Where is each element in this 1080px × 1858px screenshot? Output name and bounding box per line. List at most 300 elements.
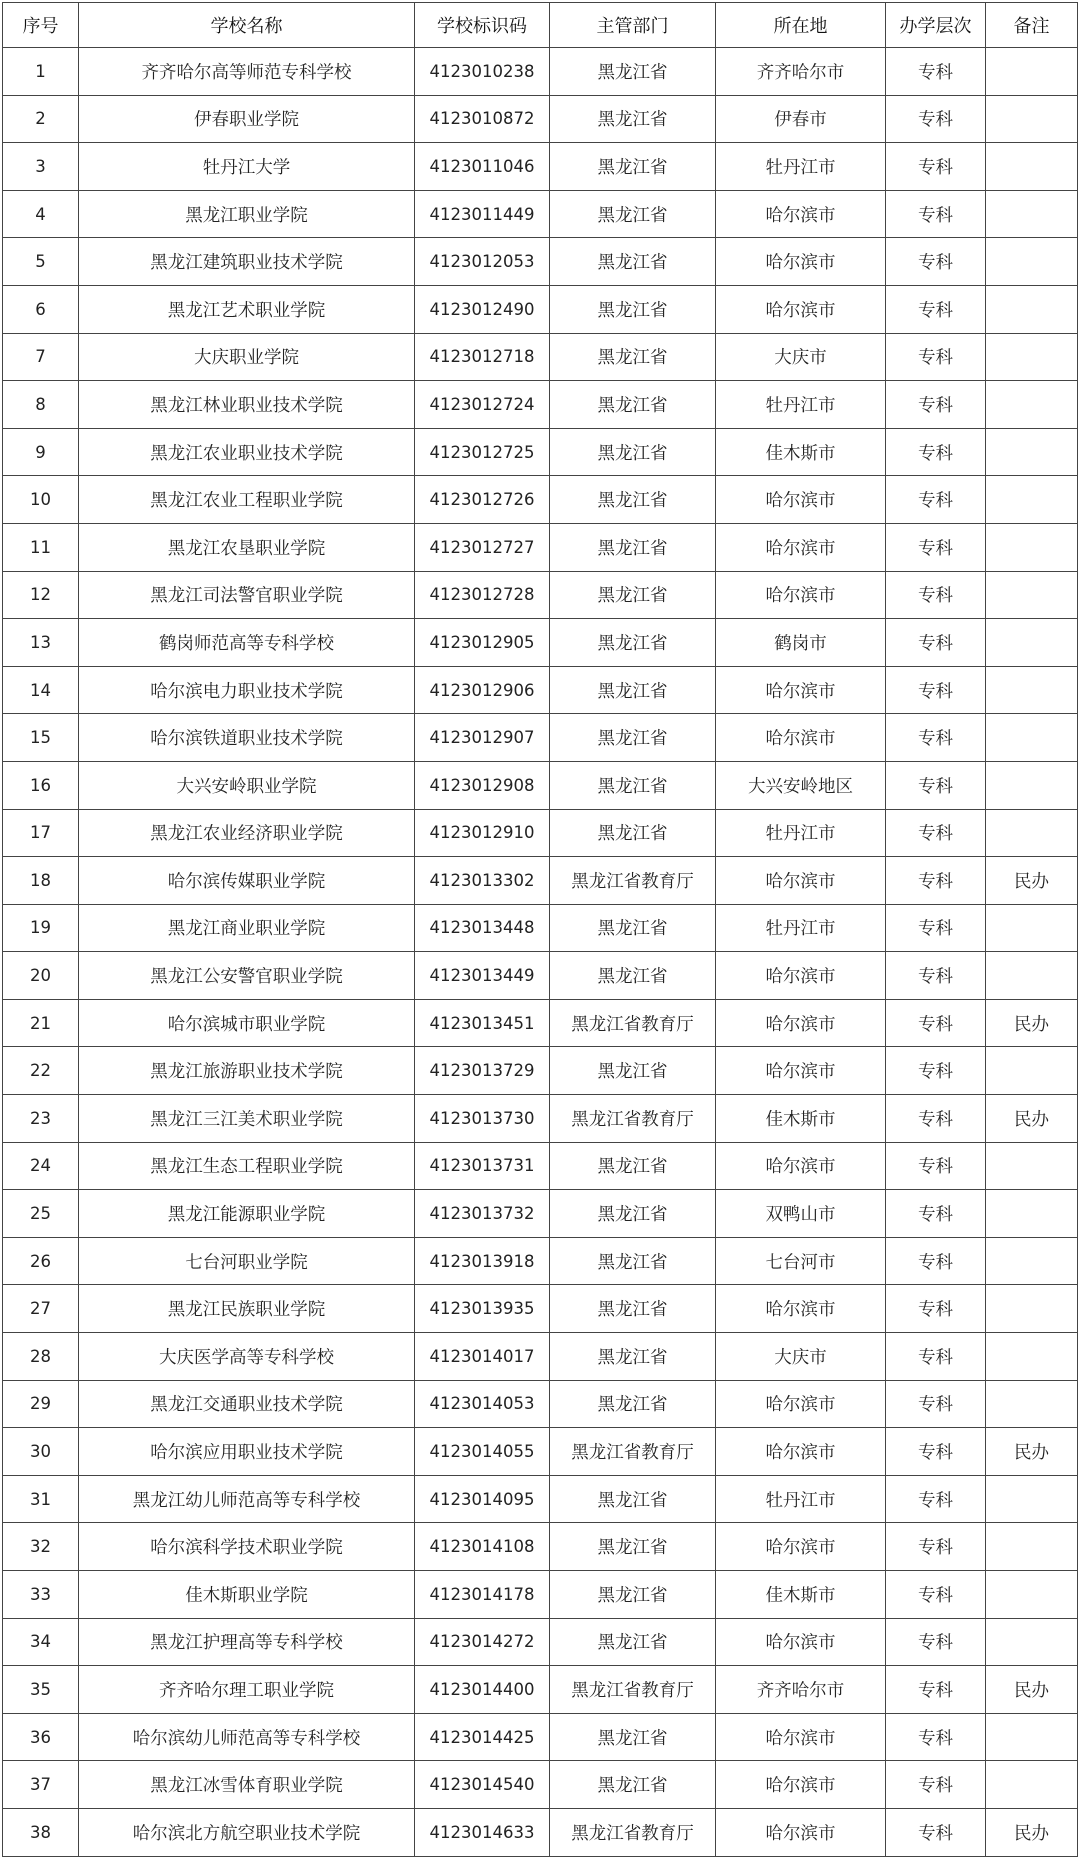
cell-school-code: 4123014053	[415, 1380, 550, 1428]
cell-department: 黑龙江省	[550, 904, 716, 952]
cell-school-code: 4123013935	[415, 1285, 550, 1333]
cell-level: 专科	[886, 523, 986, 571]
cell-department: 黑龙江省	[550, 571, 716, 619]
cell-index: 11	[3, 523, 79, 571]
table-row	[3, 571, 1078, 619]
cell-school-code: 4123013449	[415, 952, 550, 1000]
cell-school-name: 黑龙江三江美术职业学院	[79, 1095, 415, 1143]
cell-department: 黑龙江省	[550, 761, 716, 809]
cell-location: 佳木斯市	[716, 428, 886, 476]
cell-school-code: 4123012910	[415, 809, 550, 857]
cell-department: 黑龙江省	[550, 619, 716, 667]
cell-location: 哈尔滨市	[716, 523, 886, 571]
cell-remarks	[986, 1475, 1078, 1523]
cell-department: 黑龙江省	[550, 523, 716, 571]
table-row	[3, 523, 1078, 571]
cell-location: 佳木斯市	[716, 1095, 886, 1143]
cell-level: 专科	[886, 1761, 986, 1809]
cell-location: 牡丹江市	[716, 904, 886, 952]
cell-school-code: 4123013918	[415, 1237, 550, 1285]
cell-index: 23	[3, 1095, 79, 1143]
cell-level: 专科	[886, 571, 986, 619]
cell-school-name: 伊春职业学院	[79, 95, 415, 143]
cell-school-name: 黑龙江林业职业技术学院	[79, 381, 415, 429]
table-row	[3, 1808, 1078, 1856]
cell-school-name: 大兴安岭职业学院	[79, 761, 415, 809]
cell-department: 黑龙江省	[550, 381, 716, 429]
cell-school-name: 牡丹江大学	[79, 143, 415, 191]
cell-level: 专科	[886, 1190, 986, 1238]
cell-remarks	[986, 1380, 1078, 1428]
cell-remarks	[986, 619, 1078, 667]
cell-remarks	[986, 952, 1078, 1000]
cell-level: 专科	[886, 1666, 986, 1714]
cell-department: 黑龙江省教育厅	[550, 999, 716, 1047]
cell-index: 31	[3, 1475, 79, 1523]
table-row	[3, 1761, 1078, 1809]
cell-index: 7	[3, 333, 79, 381]
cell-school-name: 黑龙江职业学院	[79, 190, 415, 238]
cell-level: 专科	[886, 1571, 986, 1619]
cell-school-name: 鹤岗师范高等专科学校	[79, 619, 415, 667]
cell-remarks	[986, 571, 1078, 619]
table-row	[3, 1618, 1078, 1666]
cell-level: 专科	[886, 761, 986, 809]
cell-level: 专科	[886, 1808, 986, 1856]
cell-school-code: 4123012053	[415, 238, 550, 286]
cell-school-name: 大庆医学高等专科学校	[79, 1333, 415, 1381]
cell-school-name: 黑龙江农垦职业学院	[79, 523, 415, 571]
cell-department: 黑龙江省	[550, 1190, 716, 1238]
cell-remarks	[986, 1333, 1078, 1381]
cell-school-name: 黑龙江公安警官职业学院	[79, 952, 415, 1000]
cell-department: 黑龙江省	[550, 1237, 716, 1285]
cell-index: 28	[3, 1333, 79, 1381]
cell-department: 黑龙江省	[550, 1285, 716, 1333]
cell-remarks	[986, 1713, 1078, 1761]
cell-remarks	[986, 1237, 1078, 1285]
cell-remarks	[986, 761, 1078, 809]
cell-department: 黑龙江省	[550, 1571, 716, 1619]
cell-level: 专科	[886, 904, 986, 952]
cell-department: 黑龙江省	[550, 1333, 716, 1381]
table-row	[3, 1047, 1078, 1095]
table-row	[3, 1523, 1078, 1571]
schools-table	[2, 2, 1078, 1857]
cell-remarks: 民办	[986, 1428, 1078, 1476]
cell-school-code: 4123014633	[415, 1808, 550, 1856]
cell-index: 8	[3, 381, 79, 429]
cell-index: 22	[3, 1047, 79, 1095]
cell-school-name: 哈尔滨北方航空职业技术学院	[79, 1808, 415, 1856]
cell-level: 专科	[886, 619, 986, 667]
table-row	[3, 143, 1078, 191]
cell-remarks	[986, 666, 1078, 714]
cell-department: 黑龙江省	[550, 1475, 716, 1523]
cell-school-name: 黑龙江司法警官职业学院	[79, 571, 415, 619]
cell-location: 伊春市	[716, 95, 886, 143]
cell-level: 专科	[886, 1142, 986, 1190]
cell-remarks	[986, 809, 1078, 857]
cell-department: 黑龙江省	[550, 190, 716, 238]
cell-location: 牡丹江市	[716, 809, 886, 857]
cell-level: 专科	[886, 1713, 986, 1761]
table-row	[3, 1190, 1078, 1238]
cell-index: 26	[3, 1237, 79, 1285]
cell-index: 6	[3, 285, 79, 333]
cell-level: 专科	[886, 1237, 986, 1285]
cell-remarks	[986, 476, 1078, 524]
cell-remarks	[986, 238, 1078, 286]
cell-level: 专科	[886, 1285, 986, 1333]
cell-index: 16	[3, 761, 79, 809]
cell-school-name: 齐齐哈尔理工职业学院	[79, 1666, 415, 1714]
cell-level: 专科	[886, 1095, 986, 1143]
table-row	[3, 1285, 1078, 1333]
cell-remarks	[986, 1047, 1078, 1095]
cell-location: 哈尔滨市	[716, 714, 886, 762]
cell-location: 哈尔滨市	[716, 190, 886, 238]
cell-school-code: 4123012490	[415, 285, 550, 333]
cell-remarks	[986, 1190, 1078, 1238]
cell-index: 1	[3, 48, 79, 96]
cell-department: 黑龙江省	[550, 476, 716, 524]
cell-location: 哈尔滨市	[716, 476, 886, 524]
cell-school-code: 4123013729	[415, 1047, 550, 1095]
cell-school-name: 佳木斯职业学院	[79, 1571, 415, 1619]
cell-department: 黑龙江省	[550, 714, 716, 762]
cell-remarks	[986, 333, 1078, 381]
cell-school-name: 黑龙江能源职业学院	[79, 1190, 415, 1238]
cell-location: 齐齐哈尔市	[716, 1666, 886, 1714]
cell-level: 专科	[886, 1333, 986, 1381]
cell-department: 黑龙江省	[550, 1618, 716, 1666]
cell-level: 专科	[886, 428, 986, 476]
cell-index: 4	[3, 190, 79, 238]
cell-level: 专科	[886, 999, 986, 1047]
cell-level: 专科	[886, 1047, 986, 1095]
header-location: 所在地	[716, 3, 886, 48]
cell-index: 3	[3, 143, 79, 191]
cell-school-name: 哈尔滨电力职业技术学院	[79, 666, 415, 714]
cell-location: 哈尔滨市	[716, 1428, 886, 1476]
cell-location: 双鸭山市	[716, 1190, 886, 1238]
cell-remarks	[986, 1523, 1078, 1571]
cell-remarks	[986, 1618, 1078, 1666]
cell-index: 13	[3, 619, 79, 667]
table-row	[3, 952, 1078, 1000]
cell-location: 哈尔滨市	[716, 1761, 886, 1809]
cell-location: 哈尔滨市	[716, 571, 886, 619]
cell-level: 专科	[886, 1475, 986, 1523]
cell-school-code: 4123014400	[415, 1666, 550, 1714]
cell-school-name: 黑龙江建筑职业技术学院	[79, 238, 415, 286]
cell-school-code: 4123014055	[415, 1428, 550, 1476]
cell-department: 黑龙江省	[550, 1380, 716, 1428]
cell-remarks: 民办	[986, 857, 1078, 905]
cell-location: 哈尔滨市	[716, 666, 886, 714]
cell-location: 哈尔滨市	[716, 857, 886, 905]
table-row	[3, 619, 1078, 667]
table-row	[3, 476, 1078, 524]
cell-school-code: 4123013731	[415, 1142, 550, 1190]
table-header	[3, 3, 1078, 48]
cell-remarks	[986, 190, 1078, 238]
cell-school-name: 黑龙江生态工程职业学院	[79, 1142, 415, 1190]
cell-index: 33	[3, 1571, 79, 1619]
cell-school-name: 黑龙江冰雪体育职业学院	[79, 1761, 415, 1809]
cell-remarks	[986, 1761, 1078, 1809]
table-row	[3, 190, 1078, 238]
cell-level: 专科	[886, 1380, 986, 1428]
cell-index: 12	[3, 571, 79, 619]
cell-school-code: 4123012725	[415, 428, 550, 476]
cell-location: 哈尔滨市	[716, 238, 886, 286]
cell-department: 黑龙江省	[550, 1713, 716, 1761]
cell-index: 30	[3, 1428, 79, 1476]
table-row	[3, 714, 1078, 762]
cell-school-code: 4123014540	[415, 1761, 550, 1809]
cell-location: 牡丹江市	[716, 381, 886, 429]
cell-department: 黑龙江省	[550, 809, 716, 857]
cell-remarks: 民办	[986, 1808, 1078, 1856]
cell-level: 专科	[886, 381, 986, 429]
cell-location: 哈尔滨市	[716, 1618, 886, 1666]
cell-school-code: 4123012907	[415, 714, 550, 762]
cell-school-name: 哈尔滨应用职业技术学院	[79, 1428, 415, 1476]
cell-school-code: 4123012718	[415, 333, 550, 381]
cell-school-code: 4123014178	[415, 1571, 550, 1619]
header-school-code: 学校标识码	[415, 3, 550, 48]
cell-index: 18	[3, 857, 79, 905]
cell-level: 专科	[886, 285, 986, 333]
cell-location: 齐齐哈尔市	[716, 48, 886, 96]
header-school-name: 学校名称	[79, 3, 415, 48]
cell-level: 专科	[886, 666, 986, 714]
table-row	[3, 1333, 1078, 1381]
cell-remarks	[986, 143, 1078, 191]
cell-school-code: 4123011449	[415, 190, 550, 238]
cell-level: 专科	[886, 476, 986, 524]
table-row	[3, 381, 1078, 429]
cell-index: 20	[3, 952, 79, 1000]
cell-school-name: 七台河职业学院	[79, 1237, 415, 1285]
table-row	[3, 1428, 1078, 1476]
cell-department: 黑龙江省	[550, 1761, 716, 1809]
cell-location: 哈尔滨市	[716, 1808, 886, 1856]
cell-school-name: 黑龙江民族职业学院	[79, 1285, 415, 1333]
cell-school-name: 哈尔滨城市职业学院	[79, 999, 415, 1047]
cell-location: 七台河市	[716, 1237, 886, 1285]
table-row	[3, 333, 1078, 381]
cell-remarks	[986, 523, 1078, 571]
table-row	[3, 428, 1078, 476]
cell-location: 哈尔滨市	[716, 999, 886, 1047]
cell-location: 哈尔滨市	[716, 1285, 886, 1333]
table-body	[3, 48, 1078, 1857]
table-row	[3, 761, 1078, 809]
cell-school-code: 4123010238	[415, 48, 550, 96]
cell-remarks	[986, 381, 1078, 429]
table-row	[3, 904, 1078, 952]
cell-department: 黑龙江省	[550, 238, 716, 286]
table-row	[3, 238, 1078, 286]
cell-department: 黑龙江省	[550, 143, 716, 191]
table-row	[3, 666, 1078, 714]
cell-index: 15	[3, 714, 79, 762]
cell-remarks	[986, 904, 1078, 952]
table-row	[3, 809, 1078, 857]
cell-index: 35	[3, 1666, 79, 1714]
cell-level: 专科	[886, 190, 986, 238]
cell-school-name: 黑龙江农业经济职业学院	[79, 809, 415, 857]
cell-level: 专科	[886, 238, 986, 286]
cell-school-code: 4123014108	[415, 1523, 550, 1571]
cell-remarks	[986, 1285, 1078, 1333]
cell-school-name: 哈尔滨幼儿师范高等专科学校	[79, 1713, 415, 1761]
cell-location: 哈尔滨市	[716, 1380, 886, 1428]
cell-department: 黑龙江省	[550, 1047, 716, 1095]
cell-index: 32	[3, 1523, 79, 1571]
cell-level: 专科	[886, 952, 986, 1000]
cell-level: 专科	[886, 333, 986, 381]
cell-remarks	[986, 285, 1078, 333]
cell-department: 黑龙江省教育厅	[550, 857, 716, 905]
header-level: 办学层次	[886, 3, 986, 48]
cell-school-code: 4123011046	[415, 143, 550, 191]
cell-school-code: 4123013730	[415, 1095, 550, 1143]
cell-school-name: 大庆职业学院	[79, 333, 415, 381]
table-row	[3, 285, 1078, 333]
cell-remarks: 民办	[986, 1095, 1078, 1143]
cell-school-code: 4123012724	[415, 381, 550, 429]
cell-school-code: 4123013732	[415, 1190, 550, 1238]
cell-remarks	[986, 1142, 1078, 1190]
cell-index: 36	[3, 1713, 79, 1761]
cell-school-code: 4123014095	[415, 1475, 550, 1523]
cell-school-name: 黑龙江农业职业技术学院	[79, 428, 415, 476]
cell-school-name: 哈尔滨铁道职业技术学院	[79, 714, 415, 762]
cell-department: 黑龙江省	[550, 95, 716, 143]
cell-remarks	[986, 95, 1078, 143]
cell-index: 9	[3, 428, 79, 476]
table-row	[3, 1666, 1078, 1714]
cell-school-name: 黑龙江艺术职业学院	[79, 285, 415, 333]
cell-level: 专科	[886, 809, 986, 857]
cell-location: 哈尔滨市	[716, 1142, 886, 1190]
cell-index: 2	[3, 95, 79, 143]
cell-school-name: 哈尔滨科学技术职业学院	[79, 1523, 415, 1571]
table-row	[3, 95, 1078, 143]
cell-department: 黑龙江省	[550, 428, 716, 476]
cell-school-code: 4123014272	[415, 1618, 550, 1666]
table-row	[3, 999, 1078, 1047]
table-row	[3, 857, 1078, 905]
table-row	[3, 1095, 1078, 1143]
cell-index: 38	[3, 1808, 79, 1856]
cell-index: 25	[3, 1190, 79, 1238]
cell-department: 黑龙江省	[550, 666, 716, 714]
cell-department: 黑龙江省	[550, 333, 716, 381]
cell-school-code: 4123012727	[415, 523, 550, 571]
header-remarks: 备注	[986, 3, 1078, 48]
table-row	[3, 1380, 1078, 1428]
cell-index: 10	[3, 476, 79, 524]
cell-location: 哈尔滨市	[716, 1523, 886, 1571]
cell-index: 24	[3, 1142, 79, 1190]
cell-school-name: 黑龙江交通职业技术学院	[79, 1380, 415, 1428]
cell-level: 专科	[886, 1523, 986, 1571]
cell-index: 27	[3, 1285, 79, 1333]
cell-remarks	[986, 48, 1078, 96]
cell-school-name: 黑龙江商业职业学院	[79, 904, 415, 952]
cell-department: 黑龙江省	[550, 1142, 716, 1190]
cell-department: 黑龙江省教育厅	[550, 1428, 716, 1476]
cell-location: 大庆市	[716, 333, 886, 381]
cell-remarks	[986, 428, 1078, 476]
cell-school-code: 4123013302	[415, 857, 550, 905]
cell-remarks	[986, 714, 1078, 762]
cell-school-code: 4123014425	[415, 1713, 550, 1761]
cell-location: 鹤岗市	[716, 619, 886, 667]
cell-location: 牡丹江市	[716, 143, 886, 191]
cell-school-name: 黑龙江农业工程职业学院	[79, 476, 415, 524]
cell-level: 专科	[886, 95, 986, 143]
cell-index: 14	[3, 666, 79, 714]
cell-school-code: 4123013448	[415, 904, 550, 952]
cell-level: 专科	[886, 1428, 986, 1476]
header-index: 序号	[3, 3, 79, 48]
cell-index: 21	[3, 999, 79, 1047]
cell-department: 黑龙江省教育厅	[550, 1666, 716, 1714]
cell-school-name: 黑龙江幼儿师范高等专科学校	[79, 1475, 415, 1523]
cell-department: 黑龙江省	[550, 952, 716, 1000]
cell-school-code: 4123012905	[415, 619, 550, 667]
cell-department: 黑龙江省教育厅	[550, 1095, 716, 1143]
header-row	[3, 3, 1078, 48]
cell-level: 专科	[886, 1618, 986, 1666]
cell-department: 黑龙江省教育厅	[550, 1808, 716, 1856]
cell-location: 牡丹江市	[716, 1475, 886, 1523]
cell-level: 专科	[886, 143, 986, 191]
cell-index: 19	[3, 904, 79, 952]
cell-level: 专科	[886, 714, 986, 762]
table-row	[3, 1571, 1078, 1619]
table-row	[3, 1142, 1078, 1190]
cell-school-code: 4123012906	[415, 666, 550, 714]
table-row	[3, 1237, 1078, 1285]
cell-index: 29	[3, 1380, 79, 1428]
cell-school-code: 4123012726	[415, 476, 550, 524]
cell-location: 哈尔滨市	[716, 1047, 886, 1095]
cell-remarks: 民办	[986, 1666, 1078, 1714]
cell-school-code: 4123012728	[415, 571, 550, 619]
cell-school-code: 4123010872	[415, 95, 550, 143]
cell-location: 哈尔滨市	[716, 1713, 886, 1761]
cell-department: 黑龙江省	[550, 1523, 716, 1571]
cell-level: 专科	[886, 857, 986, 905]
cell-school-name: 黑龙江护理高等专科学校	[79, 1618, 415, 1666]
cell-department: 黑龙江省	[550, 48, 716, 96]
cell-school-name: 齐齐哈尔高等师范专科学校	[79, 48, 415, 96]
cell-remarks: 民办	[986, 999, 1078, 1047]
cell-index: 37	[3, 1761, 79, 1809]
cell-index: 5	[3, 238, 79, 286]
cell-department: 黑龙江省	[550, 285, 716, 333]
cell-school-name: 哈尔滨传媒职业学院	[79, 857, 415, 905]
table-row	[3, 48, 1078, 96]
cell-index: 34	[3, 1618, 79, 1666]
